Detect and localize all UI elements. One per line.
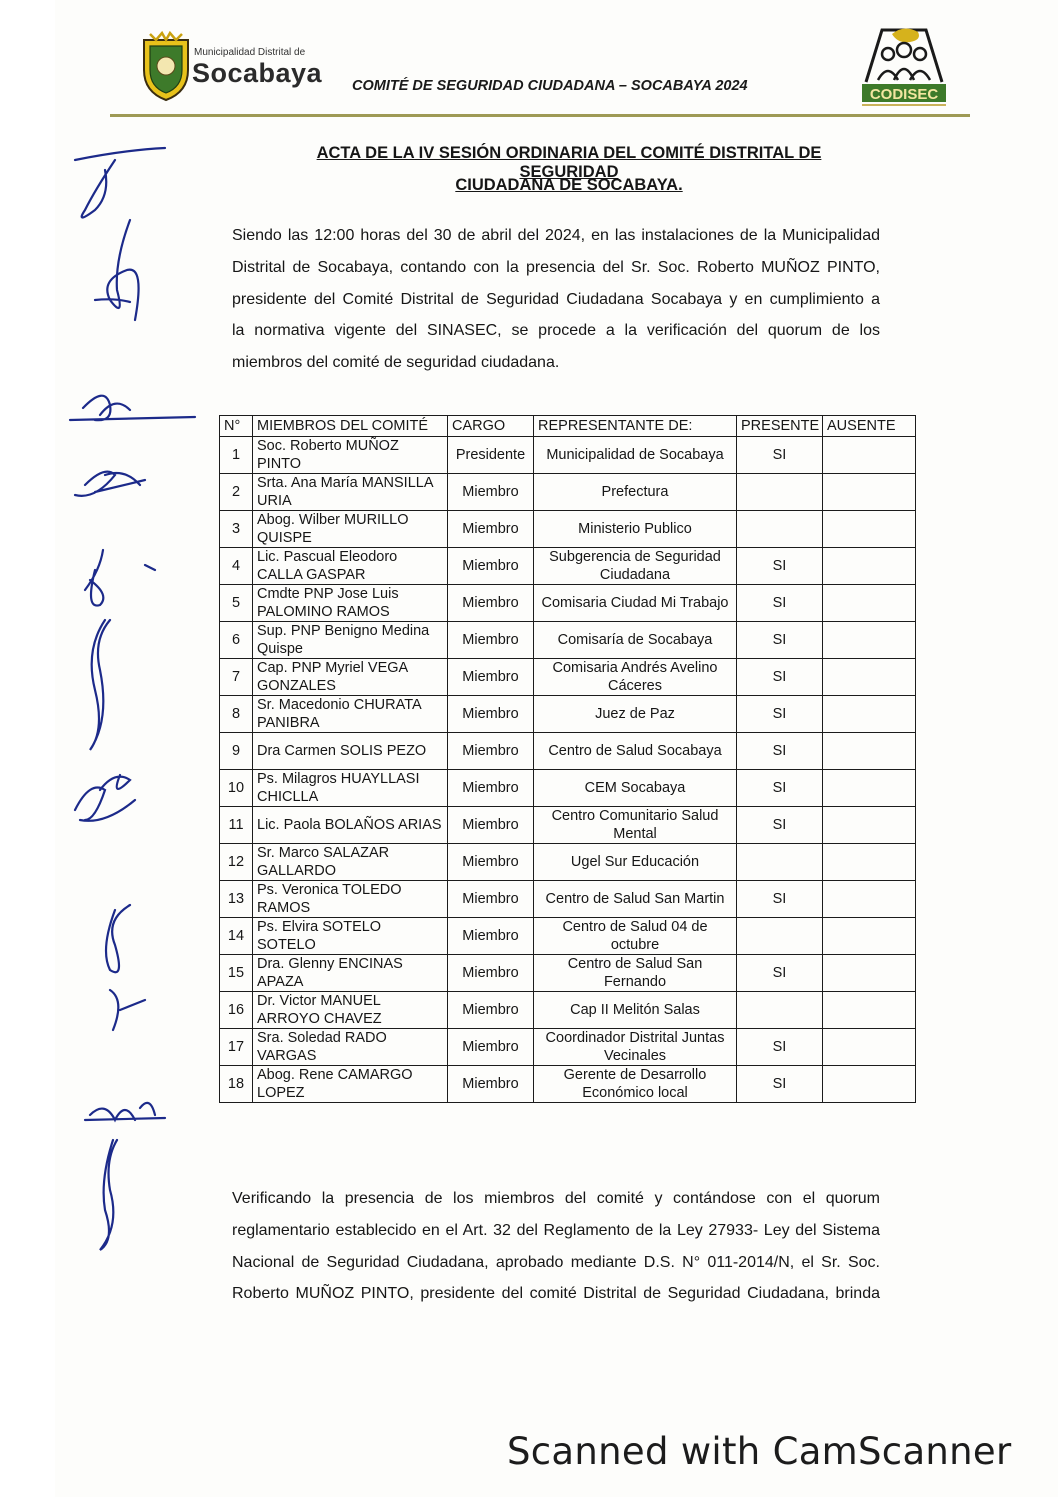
present-mark: SI xyxy=(737,437,823,474)
present-mark: SI xyxy=(737,1029,823,1066)
member-name: Cmdte PNP Jose Luis PALOMINO RAMOS xyxy=(253,585,448,622)
closing-line: Nacional de Seguridad Ciudadana, aprobado mediante D.S. N° 011-2014/N, el Sr. Soc. xyxy=(232,1253,880,1271)
member-role: Miembro xyxy=(448,474,534,511)
member-role: Miembro xyxy=(448,585,534,622)
member-role: Miembro xyxy=(448,548,534,585)
represents: Comisaría de Socabaya xyxy=(534,622,737,659)
member-role: Presidente xyxy=(448,437,534,474)
present-mark: SI xyxy=(737,548,823,585)
member-name: Sr. Macedonio CHURATA PANIBRA xyxy=(253,696,448,733)
table-row xyxy=(220,992,916,1029)
represents: Gerente de Desarrollo Económico local xyxy=(534,1066,737,1103)
member-role: Miembro xyxy=(448,844,534,881)
row-number: 6 xyxy=(220,622,253,659)
represents: Juez de Paz xyxy=(534,696,737,733)
municipality-name: Socabaya xyxy=(192,58,323,88)
table-row xyxy=(220,1066,916,1103)
margin-signatures xyxy=(55,130,205,1290)
present-mark: SI xyxy=(737,807,823,844)
document-title-line1: ACTA DE LA IV SESIÓN ORDINARIA DEL COMITÉ DISTRITAL DE SEGURIDAD xyxy=(316,144,822,181)
member-role: Miembro xyxy=(448,1029,534,1066)
represents: Comisaria Ciudad Mi Trabajo xyxy=(534,585,737,622)
member-role: Miembro xyxy=(448,659,534,696)
member-name: Sup. PNP Benigno Medina Quispe xyxy=(253,622,448,659)
member-role: Miembro xyxy=(448,955,534,992)
row-number: 2 xyxy=(220,474,253,511)
represents: Centro de Salud San Martin xyxy=(534,881,737,918)
present-mark: SI xyxy=(737,955,823,992)
member-name: Dr. Victor MANUEL ARROYO CHAVEZ xyxy=(253,992,448,1029)
closing-paragraph xyxy=(232,1183,880,1310)
present-mark: SI xyxy=(737,696,823,733)
signature-6 xyxy=(90,620,110,750)
member-name: Sr. Marco SALAZAR GALLARDO xyxy=(253,844,448,881)
signature-3 xyxy=(70,396,195,421)
absent-mark xyxy=(823,918,916,955)
member-name: Lic. Paola BOLAÑOS ARIAS xyxy=(253,807,448,844)
absent-mark xyxy=(823,622,916,659)
represents: CEM Socabaya xyxy=(534,770,737,807)
absent-mark xyxy=(823,1066,916,1103)
row-number: 8 xyxy=(220,696,253,733)
represents: Ministerio Publico xyxy=(534,511,737,548)
represents: Cap II Melitón Salas xyxy=(534,992,737,1029)
absent-mark xyxy=(823,548,916,585)
table-row xyxy=(220,881,916,918)
member-name: Ps. Veronica TOLEDO RAMOS xyxy=(253,881,448,918)
present-mark: SI xyxy=(737,1066,823,1103)
col-header-represents: REPRESENTANTE DE: xyxy=(534,416,737,437)
table-row xyxy=(220,1029,916,1066)
header-divider xyxy=(110,114,970,117)
signature-4 xyxy=(75,472,145,496)
member-name: Ps. Milagros HUAYLLASI CHICLLA xyxy=(253,770,448,807)
intro-line: Distrital de Socabaya, contando con la presencia del Sr. Soc. Roberto MUÑOZ PINTO, xyxy=(232,258,880,276)
table-row xyxy=(220,807,916,844)
represents: Centro de Salud 04 de octubre xyxy=(534,918,737,955)
table-row xyxy=(220,474,916,511)
signature-7 xyxy=(75,775,135,821)
municipality-label: Municipalidad Distrital de xyxy=(194,47,306,58)
closing-line: Roberto MUÑOZ PINTO, presidente del comité Distrital de Seguridad Ciudadana, brinda xyxy=(232,1285,880,1303)
member-role: Miembro xyxy=(448,807,534,844)
present-mark: SI xyxy=(737,622,823,659)
intro-line: miembros del comité de seguridad ciudadana. xyxy=(232,354,560,372)
absent-mark xyxy=(823,733,916,770)
table-row xyxy=(220,659,916,696)
member-name: Sra. Soledad RADO VARGAS xyxy=(253,1029,448,1066)
scan-margin xyxy=(0,0,55,1497)
closing-line: reglamentario establecido en el Art. 32 del Reglamento de la Ley 27933- Ley del Sistema xyxy=(232,1221,880,1239)
codisec-label: CODISEC xyxy=(869,86,939,103)
represents: Ugel Sur Educación xyxy=(534,844,737,881)
present-mark: SI xyxy=(737,881,823,918)
member-name: Abog. Wilber MURILLO QUISPE xyxy=(253,511,448,548)
col-header-present: PRESENTE xyxy=(737,416,823,437)
table-row xyxy=(220,844,916,881)
member-role: Miembro xyxy=(448,1066,534,1103)
row-number: 10 xyxy=(220,770,253,807)
absent-mark xyxy=(823,696,916,733)
col-header-cargo: CARGO xyxy=(448,416,534,437)
col-header-member: MIEMBROS DEL COMITÉ xyxy=(253,416,448,437)
present-mark: SI xyxy=(737,585,823,622)
absent-mark xyxy=(823,511,916,548)
absent-mark xyxy=(823,659,916,696)
row-number: 5 xyxy=(220,585,253,622)
table-row xyxy=(220,696,916,733)
member-name: Srta. Ana María MANSILLA URIA xyxy=(253,474,448,511)
absent-mark xyxy=(823,437,916,474)
member-name: Abog. Rene CAMARGO LOPEZ xyxy=(253,1066,448,1103)
represents: Centro de Salud San Fernando xyxy=(534,955,737,992)
closing-line: Verificando la presencia de los miembros del comité y contándose con el quorum xyxy=(232,1190,880,1207)
municipal-shield-icon xyxy=(140,30,192,102)
absent-mark xyxy=(823,992,916,1029)
intro-paragraph xyxy=(232,220,880,379)
row-number: 11 xyxy=(220,807,253,844)
member-role: Miembro xyxy=(448,918,534,955)
signature-8 xyxy=(106,905,145,1030)
table-header-row xyxy=(220,416,916,437)
absent-mark xyxy=(823,474,916,511)
row-number: 9 xyxy=(220,733,253,770)
members-table xyxy=(219,415,916,1103)
member-role: Miembro xyxy=(448,770,534,807)
represents: Centro Comunitario Salud Mental xyxy=(534,807,737,844)
table-row xyxy=(220,511,916,548)
member-role: Miembro xyxy=(448,622,534,659)
signature-1 xyxy=(75,148,165,218)
table-row xyxy=(220,770,916,807)
present-mark xyxy=(737,918,823,955)
represents: Municipalidad de Socabaya xyxy=(534,437,737,474)
row-number: 18 xyxy=(220,1066,253,1103)
row-number: 15 xyxy=(220,955,253,992)
member-role: Miembro xyxy=(448,992,534,1029)
row-number: 16 xyxy=(220,992,253,1029)
row-number: 3 xyxy=(220,511,253,548)
row-number: 14 xyxy=(220,918,253,955)
table-row xyxy=(220,955,916,992)
codisec-family-icon xyxy=(852,22,956,110)
absent-mark xyxy=(823,807,916,844)
col-header-number: N° xyxy=(220,416,253,437)
signature-2 xyxy=(95,220,139,320)
present-mark xyxy=(737,844,823,881)
signature-10 xyxy=(100,1140,117,1250)
document-title-line2: CIUDADANA DE SOCABAYA. xyxy=(455,176,683,194)
present-mark: SI xyxy=(737,733,823,770)
row-number: 1 xyxy=(220,437,253,474)
col-header-absent: AUSENTE xyxy=(823,416,916,437)
present-mark: SI xyxy=(737,770,823,807)
member-role: Miembro xyxy=(448,696,534,733)
table-row xyxy=(220,437,916,474)
absent-mark xyxy=(823,585,916,622)
committee-header-title: COMITÉ DE SEGURIDAD CIUDADANA – SOCABAYA 2024 xyxy=(352,78,748,94)
table-row xyxy=(220,733,916,770)
member-name: Dra Carmen SOLIS PEZO xyxy=(253,733,448,770)
absent-mark xyxy=(823,955,916,992)
present-mark: SI xyxy=(737,659,823,696)
table-row xyxy=(220,918,916,955)
represents: Coordinador Distrital Juntas Vecinales xyxy=(534,1029,737,1066)
present-mark xyxy=(737,992,823,1029)
table-row xyxy=(220,548,916,585)
absent-mark xyxy=(823,844,916,881)
member-role: Miembro xyxy=(448,511,534,548)
table-row xyxy=(220,585,916,622)
member-role: Miembro xyxy=(448,733,534,770)
represents: Comisaria Andrés Avelino Cáceres xyxy=(534,659,737,696)
intro-line: la normativa vigente del SINASEC, se procede a la verificación del quorum de los xyxy=(232,322,880,340)
row-number: 4 xyxy=(220,548,253,585)
member-name: Lic. Pascual Eleodoro CALLA GASPAR xyxy=(253,548,448,585)
member-name: Cap. PNP Myriel VEGA GONZALES xyxy=(253,659,448,696)
present-mark xyxy=(737,511,823,548)
represents: Subgerencia de Seguridad Ciudadana xyxy=(534,548,737,585)
intro-line: Siendo las 12:00 horas del 30 de abril del 2024, en las instalaciones de la Municipalidad xyxy=(232,227,880,244)
row-number: 13 xyxy=(220,881,253,918)
absent-mark xyxy=(823,770,916,807)
row-number: 17 xyxy=(220,1029,253,1066)
member-name: Soc. Roberto MUÑOZ PINTO xyxy=(253,437,448,474)
member-name: Ps. Elvira SOTELO SOTELO xyxy=(253,918,448,955)
signature-9 xyxy=(85,1103,165,1120)
present-mark xyxy=(737,474,823,511)
signature-5 xyxy=(85,550,155,606)
member-role: Miembro xyxy=(448,881,534,918)
represents: Prefectura xyxy=(534,474,737,511)
row-number: 12 xyxy=(220,844,253,881)
table-row xyxy=(220,622,916,659)
scanner-watermark: Scanned with CamScanner xyxy=(507,1430,1012,1473)
represents: Centro de Salud Socabaya xyxy=(534,733,737,770)
member-name: Dra. Glenny ENCINAS APAZA xyxy=(253,955,448,992)
row-number: 7 xyxy=(220,659,253,696)
intro-line: presidente del Comité Distrital de Seguridad Ciudadana Socabaya y en cumplimiento a xyxy=(232,290,880,308)
absent-mark xyxy=(823,1029,916,1066)
absent-mark xyxy=(823,881,916,918)
